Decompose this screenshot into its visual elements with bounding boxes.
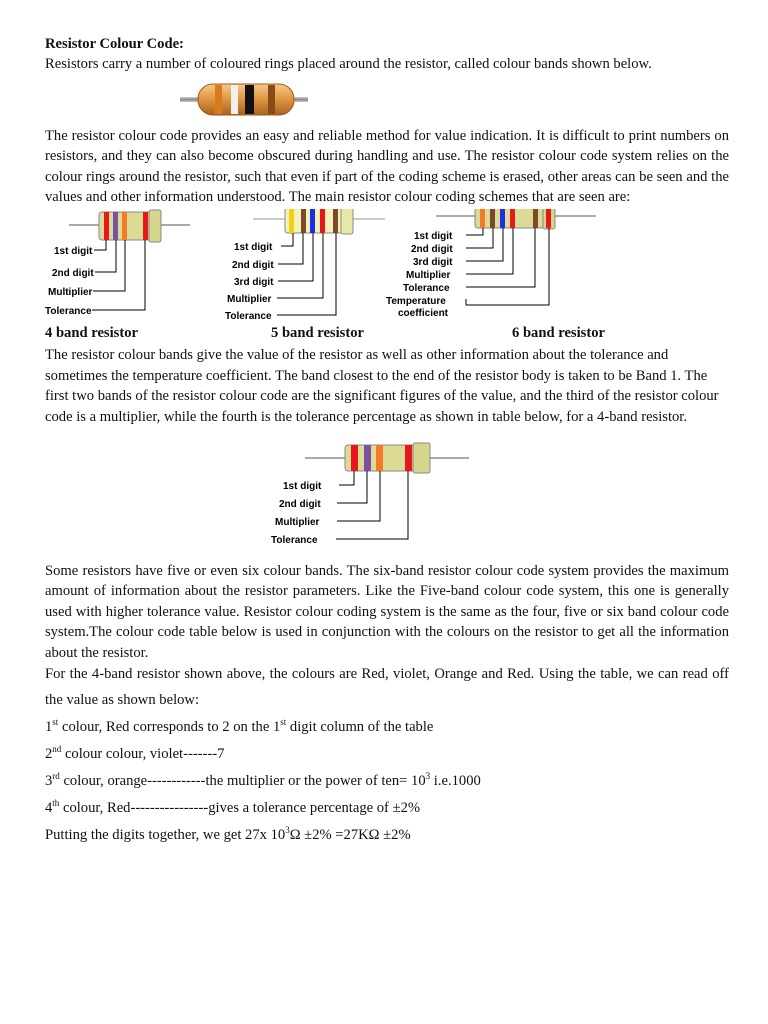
example-label-3: Multiplier [275,517,320,529]
six-band-label-1: 1st digit [414,231,453,243]
intro-paragraph: Resistors carry a number of coloured rings placed around the resistor, called colour bands shown below. [45,56,652,73]
six-band-label-7: coefficient [398,308,449,320]
example-intro-paragraph: For the 4-band resistor shown above, the colours are Red, violet, Orange and Red. Using the table, we can read off the value as shown below: [45,666,729,709]
document-page [45,34,729,852]
five-band-label-5: Tolerance [225,311,272,322]
five-band-label-2: 2nd digit [232,260,274,272]
five-band-label-4: Multiplier [227,294,272,306]
six-band-label-2: 2nd digit [411,244,453,256]
step-4: 4th colour, Red----------------gives a tolerance percentage of ±2% [45,797,421,816]
six-band-caption: 6 band resistor [512,325,605,342]
example-label-2: 2nd digit [279,499,321,511]
resistor-photo-icon [45,79,729,123]
four-band-example-diagram [45,441,729,551]
six-band-label-4: Multiplier [406,270,451,282]
six-band-label-6: Temperature [386,296,446,308]
four-band-label-1: 1st digit [54,246,93,258]
five-band-label-1: 1st digit [234,242,273,254]
intro-explanation-paragraph: The resistor colour code provides an easy and reliable method for value indication. It is difficult to print numbers on resistors, and they can also become obscured during handling and use. The resistor colour code system relies on the colour rings around the resistor, such that even if part of the coding scheme is erased, other areas can be seen and the values and other information understood. The main resistor colour coding schemes that are seen are: [45,127,729,206]
resistor-types-diagram [45,209,729,321]
four-band-caption: 4 band resistor [45,325,138,342]
page-title: Resistor Colour Code: [45,36,184,52]
resistor-types-captions [45,323,729,345]
step-2: 2nd colour colour, violet-------7 [45,744,225,762]
five-six-band-paragraph: Some resistors have five or even six colour bands. The six-band resistor colour code system provides the maximum amount of information about the resistor parameters. Like the Five-band colour code system, this one is generally used with higher tolerance value. Resistor colour coding system is the same as the four, five or six band colour code system.The colour code table below is used in conjunction with the colours on the resistor to get all the information about the resistor. [45,563,729,661]
four-band-label-4: Tolerance [45,306,92,318]
six-band-label-5: Tolerance [403,283,450,295]
six-band-label-3: 3rd digit [413,257,453,269]
five-band-caption: 5 band resistor [271,325,364,342]
example-label-4: Tolerance [271,535,318,547]
four-band-label-2: 2nd digit [52,268,94,280]
five-band-resistor-icon [225,209,385,321]
four-band-label-3: Multiplier [48,287,93,299]
conclusion: Putting the digits together, we get 27x $10^3\Omega \pm 2\% =27K\Omega \pm 2\%$ [45,824,411,843]
six-band-resistor-icon [386,209,596,319]
step-3: 3rd colour, orange------------the multiplier or the power of $ten= 10^3$ i.e.1000 [45,771,481,789]
step-1: 1st colour, Red corresponds to 2 on the 1st digit column of the table [45,717,434,736]
band-explanation-paragraph: The resistor colour bands give the value of the resistor as well as other information about the tolerance and sometimes the temperature coefficient. The band closest to the end of the resistor body is taken to be Band 1. The first two bands of the resistor colour code are the significant figures of the value, and the third of the resistor colour code is a multiplier, while the fourth is the tolerance percentage as shown in table below, for a 4-band resistor. [45,347,719,425]
example-label-1: 1st digit [283,481,322,493]
five-band-label-3: 3rd digit [234,277,274,289]
steps-list [45,717,729,845]
four-band-resistor-icon [45,210,190,317]
